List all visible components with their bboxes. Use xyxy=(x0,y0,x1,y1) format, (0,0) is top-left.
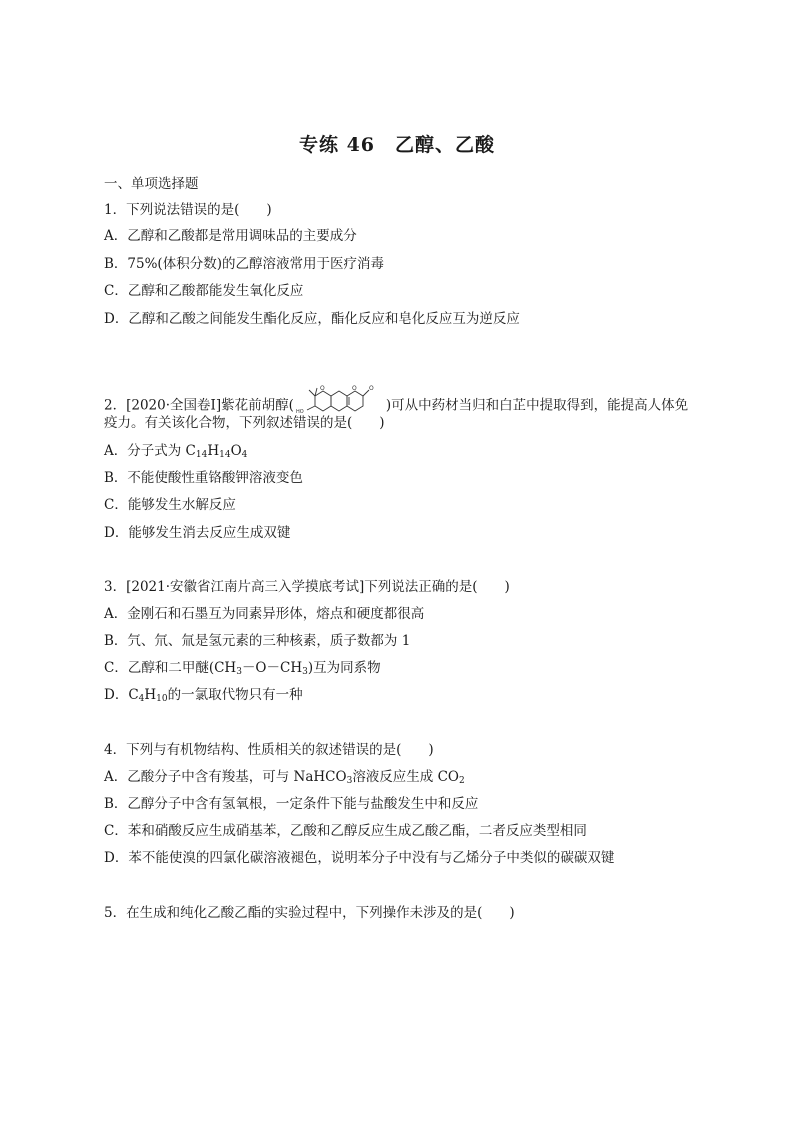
q2-option-b: B．不能使酸性重铬酸钾溶液变色 xyxy=(104,470,303,486)
q3-stem: 3．[2021·安徽省江南片高三入学摸底考试]下列说法正确的是( ) xyxy=(104,579,510,595)
q4-option-d: D．苯不能使溴的四氯化碳溶液褪色，说明苯分子中没有与乙烯分子中类似的碳碳双键 xyxy=(104,850,615,866)
q1-stem: 1．下列说法错误的是( ) xyxy=(104,202,272,218)
mol-label-o3: O xyxy=(368,385,374,392)
mol-label-ho: HO xyxy=(295,409,304,415)
q2-option-d: D．能够发生消去反应生成双键 xyxy=(104,525,291,541)
q3-option-b: B．氕、氘、氚是氢元素的三种核素，质子数都为 1 xyxy=(104,633,411,649)
q1-option-a: A．乙醇和乙酸都是常用调味品的主要成分 xyxy=(104,228,357,244)
q4-stem: 4．下列与有机物结构、性质相关的叙述错误的是( ) xyxy=(104,742,434,758)
molecule-svg xyxy=(295,378,385,418)
page-title: 专练 46 乙醇、乙酸 xyxy=(298,134,496,156)
q2-stem-post: )可从中药材当归和白芷中提取得到，能提高人体免 xyxy=(385,397,689,414)
q2-stem-line2: 疫力。有关该化合物，下列叙述错误的是( ) xyxy=(104,415,385,431)
q3-option-c: C．乙醇和二甲醚$(CH_3-O-CH_3)$互为同系物 xyxy=(104,660,381,677)
molecule-structure-image xyxy=(295,378,385,418)
ring-left xyxy=(315,391,331,411)
ring-middle xyxy=(331,391,347,411)
ho-bond xyxy=(307,406,315,410)
q3-option-a: A．金刚石和石墨互为同素异形体，熔点和硬度都很高 xyxy=(104,606,425,622)
mol-label-o2: O xyxy=(351,385,357,392)
methyl-bond-1 xyxy=(309,390,315,396)
q5-stem: 5．在生成和纯化乙酸乙酯的实验过程中，下列操作未涉及的是( ) xyxy=(104,905,515,921)
q1-option-b: B．75%(体积分数)的乙醇溶液常用于医疗消毒 xyxy=(104,256,384,272)
q1-option-d: D．乙醇和乙酸之间能发生酯化反应，酯化反应和皂化反应互为逆反应 xyxy=(104,311,520,327)
q2-option-c: C．能够发生水解反应 xyxy=(104,497,236,513)
mol-label-o1: O xyxy=(319,385,325,392)
q2-option-a: A．分子式为 $C_{14}H_{14}O_4$ xyxy=(104,443,248,460)
q4-option-c: C．苯和硝酸反应生成硝基苯，乙酸和乙醇反应生成乙酸乙酯，二者反应类型相同 xyxy=(104,823,587,839)
q4-option-a: A．乙酸分子中含有羧基，可与 NaHCO$_3$溶液反应生成 $CO_2$ xyxy=(104,769,465,786)
section-heading: 一、单项选择题 xyxy=(104,176,199,192)
q4-option-b: B．乙醇分子中含有氢氧根，一定条件下能与盐酸发生中和反应 xyxy=(104,796,479,812)
q1-option-c: C．乙醇和乙酸都能发生氧化反应 xyxy=(104,283,304,299)
q3-option-d: D．$C_4H_{10}$的一氯取代物只有一种 xyxy=(104,687,303,704)
q2-stem-pre: 2．[2020·全国卷Ⅰ]紫花前胡醇( xyxy=(104,397,294,414)
